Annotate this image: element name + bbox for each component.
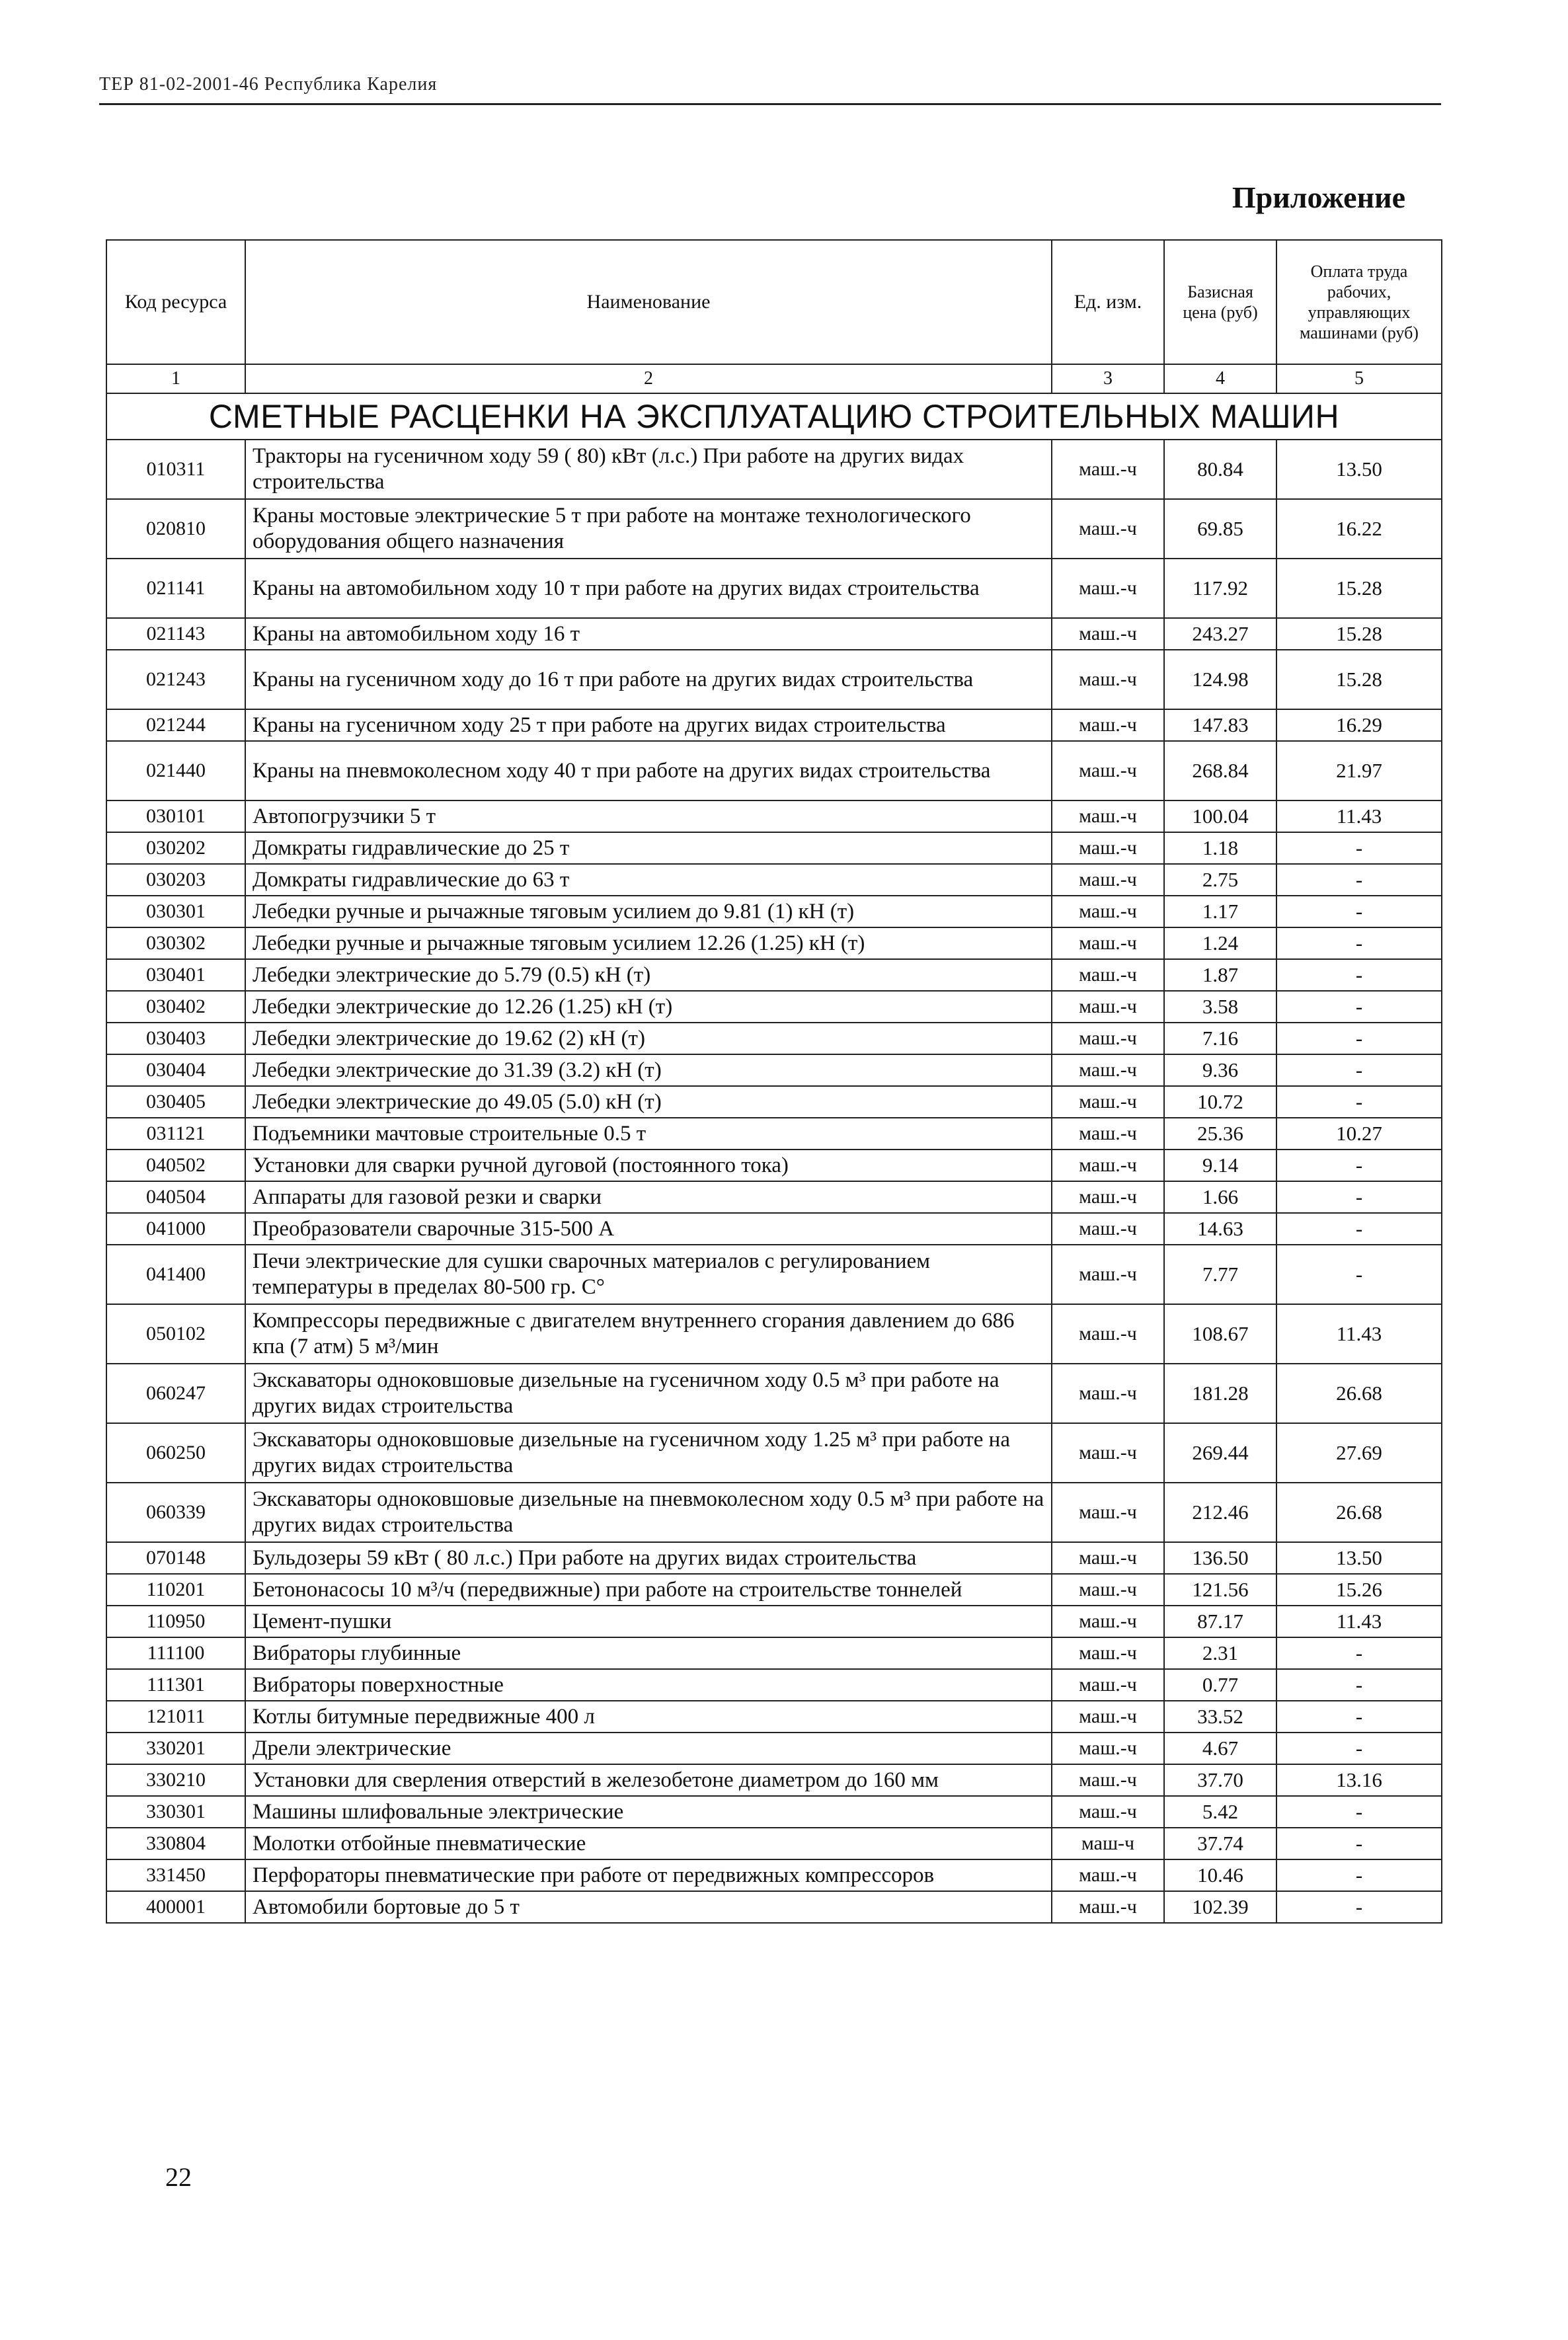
unit-cell: маш.-ч	[1052, 1859, 1164, 1891]
unit-cell: маш.-ч	[1052, 440, 1164, 499]
table-row	[106, 1828, 1442, 1859]
base-price-cell: 2.75	[1164, 864, 1276, 896]
operator-wage-cell: 15.28	[1276, 650, 1442, 709]
base-price-cell: 10.46	[1164, 1859, 1276, 1891]
base-price-cell: 108.67	[1164, 1304, 1276, 1364]
operator-wage-cell: -	[1276, 1701, 1442, 1733]
resource-code-cell: 110950	[106, 1606, 245, 1637]
operator-wage-cell: -	[1276, 991, 1442, 1023]
base-price-cell: 212.46	[1164, 1483, 1276, 1542]
resource-name-cell: Молотки отбойные пневматические	[245, 1828, 1052, 1859]
base-price-cell: 7.77	[1164, 1245, 1276, 1304]
operator-wage-cell: 15.28	[1276, 559, 1442, 618]
table-row	[106, 1304, 1442, 1364]
resource-name-cell: Домкраты гидравлические до 63 т	[245, 864, 1052, 896]
table-row	[106, 1086, 1442, 1118]
table-row	[106, 499, 1442, 559]
unit-cell: маш.-ч	[1052, 864, 1164, 896]
resource-name-cell: Вибраторы поверхностные	[245, 1669, 1052, 1701]
resource-code-cell: 041400	[106, 1245, 245, 1304]
unit-cell: маш.-ч	[1052, 1574, 1164, 1606]
column-header-code: Код ресурса	[106, 240, 245, 364]
resource-name-cell: Лебедки ручные и рычажные тяговым усилием до 9.81 (1) кН (т)	[245, 896, 1052, 927]
unit-cell: маш.-ч	[1052, 1213, 1164, 1245]
unit-cell: маш.-ч	[1052, 832, 1164, 864]
resource-code-cell: 050102	[106, 1304, 245, 1364]
operator-wage-cell: -	[1276, 1796, 1442, 1828]
resource-code-cell: 030302	[106, 927, 245, 959]
table-row	[106, 1213, 1442, 1245]
resource-name-cell: Краны на пневмоколесном ходу 40 т при работе на других видах строительства	[245, 741, 1052, 800]
table-row	[106, 896, 1442, 927]
base-price-cell: 2.31	[1164, 1637, 1276, 1669]
base-price-cell: 14.63	[1164, 1213, 1276, 1245]
base-price-cell: 102.39	[1164, 1891, 1276, 1923]
resource-code-cell: 020810	[106, 499, 245, 559]
resource-name-cell: Краны на автомобильном ходу 10 т при работе на других видах строительства	[245, 559, 1052, 618]
base-price-cell: 25.36	[1164, 1118, 1276, 1150]
unit-cell: маш.-ч	[1052, 1483, 1164, 1542]
resource-name-cell: Лебедки ручные и рычажные тяговым усилием 12.26 (1.25) кН (т)	[245, 927, 1052, 959]
unit-cell: маш.-ч	[1052, 1181, 1164, 1213]
operator-wage-cell: 10.27	[1276, 1118, 1442, 1150]
resource-code-cell: 021141	[106, 559, 245, 618]
resource-name-cell: Лебедки электрические до 31.39 (3.2) кН (т)	[245, 1054, 1052, 1086]
table-row	[106, 709, 1442, 741]
resource-name-cell: Домкраты гидравлические до 25 т	[245, 832, 1052, 864]
unit-cell: маш.-ч	[1052, 1150, 1164, 1181]
unit-cell: маш.-ч	[1052, 1245, 1164, 1304]
resource-code-cell: 030404	[106, 1054, 245, 1086]
resource-code-cell: 030405	[106, 1086, 245, 1118]
unit-cell: маш.-ч	[1052, 1701, 1164, 1733]
resource-name-cell: Лебедки электрические до 12.26 (1.25) кН (т)	[245, 991, 1052, 1023]
unit-cell: маш.-ч	[1052, 1637, 1164, 1669]
resource-code-cell: 040504	[106, 1181, 245, 1213]
header-rule	[99, 103, 1441, 105]
unit-cell: маш.-ч	[1052, 709, 1164, 741]
resource-code-cell: 030402	[106, 991, 245, 1023]
base-price-cell: 80.84	[1164, 440, 1276, 499]
resource-code-cell: 060250	[106, 1423, 245, 1483]
table-row	[106, 1859, 1442, 1891]
resource-name-cell: Автопогрузчики 5 т	[245, 800, 1052, 832]
resource-code-cell: 021243	[106, 650, 245, 709]
base-price-cell: 181.28	[1164, 1364, 1276, 1423]
operator-wage-cell: -	[1276, 1150, 1442, 1181]
operator-wage-cell: -	[1276, 1023, 1442, 1054]
operator-wage-cell: 11.43	[1276, 1304, 1442, 1364]
resource-code-cell: 040502	[106, 1150, 245, 1181]
table-row	[106, 559, 1442, 618]
resource-name-cell: Автомобили бортовые до 5 т	[245, 1891, 1052, 1923]
base-price-cell: 9.14	[1164, 1150, 1276, 1181]
resource-name-cell: Тракторы на гусеничном ходу 59 ( 80) кВт (л.с.) При работе на других видах строительства	[245, 440, 1052, 499]
page-number: 22	[165, 2162, 192, 2192]
resource-code-cell: 331450	[106, 1859, 245, 1891]
resource-name-cell: Преобразователи сварочные 315-500 А	[245, 1213, 1052, 1245]
resource-name-cell: Краны на автомобильном ходу 16 т	[245, 618, 1052, 650]
unit-cell: маш.-ч	[1052, 1423, 1164, 1483]
table-row	[106, 927, 1442, 959]
resource-name-cell: Краны мостовые электрические 5 т при работе на монтаже технологического оборудования общего назначения	[245, 499, 1052, 559]
section-title-row	[106, 393, 1442, 440]
base-price-cell: 7.16	[1164, 1023, 1276, 1054]
unit-cell: маш.-ч	[1052, 1669, 1164, 1701]
base-price-cell: 243.27	[1164, 618, 1276, 650]
unit-cell: маш.-ч	[1052, 1891, 1164, 1923]
table-row	[106, 741, 1442, 800]
operator-wage-cell: -	[1276, 1733, 1442, 1764]
resource-name-cell: Цемент-пушки	[245, 1606, 1052, 1637]
operator-wage-cell: 27.69	[1276, 1423, 1442, 1483]
operator-wage-cell: -	[1276, 959, 1442, 991]
table-row	[106, 650, 1442, 709]
operator-wage-cell: -	[1276, 896, 1442, 927]
unit-cell: маш.-ч	[1052, 1733, 1164, 1764]
base-price-cell: 33.52	[1164, 1701, 1276, 1733]
operator-wage-cell: -	[1276, 927, 1442, 959]
operator-wage-cell: -	[1276, 832, 1442, 864]
running-header: ТЕР 81-02-2001-46 Республика Карелия	[99, 74, 438, 95]
resource-name-cell: Лебедки электрические до 19.62 (2) кН (т)	[245, 1023, 1052, 1054]
operator-wage-cell: 13.50	[1276, 440, 1442, 499]
table-row	[106, 1054, 1442, 1086]
machine-rates-table	[106, 239, 1442, 1924]
table-row	[106, 1423, 1442, 1483]
column-number: 4	[1164, 364, 1276, 393]
unit-cell: маш.-ч	[1052, 499, 1164, 559]
operator-wage-cell: 21.97	[1276, 741, 1442, 800]
base-price-cell: 37.70	[1164, 1764, 1276, 1796]
operator-wage-cell: -	[1276, 864, 1442, 896]
resource-name-cell: Краны на гусеничном ходу до 16 т при работе на других видах строительства	[245, 650, 1052, 709]
operator-wage-cell: -	[1276, 1891, 1442, 1923]
base-price-cell: 4.67	[1164, 1733, 1276, 1764]
column-number: 3	[1052, 364, 1164, 393]
unit-cell: маш.-ч	[1052, 959, 1164, 991]
unit-cell: маш.-ч	[1052, 896, 1164, 927]
resource-name-cell: Лебедки электрические до 49.05 (5.0) кН (т)	[245, 1086, 1052, 1118]
operator-wage-cell: -	[1276, 1086, 1442, 1118]
resource-name-cell: Перфораторы пневматические при работе от передвижных компрессоров	[245, 1859, 1052, 1891]
resource-code-cell: 030301	[106, 896, 245, 927]
resource-name-cell: Лебедки электрические до 5.79 (0.5) кН (т)	[245, 959, 1052, 991]
base-price-cell: 1.66	[1164, 1181, 1276, 1213]
base-price-cell: 1.24	[1164, 927, 1276, 959]
base-price-cell: 1.18	[1164, 832, 1276, 864]
table-row	[106, 1483, 1442, 1542]
table-row	[106, 1796, 1442, 1828]
column-header-price: Базисная цена (руб)	[1164, 240, 1276, 364]
operator-wage-cell: -	[1276, 1054, 1442, 1086]
resource-name-cell: Установки для сварки ручной дуговой (постоянного тока)	[245, 1150, 1052, 1181]
unit-cell: маш.-ч	[1052, 927, 1164, 959]
base-price-cell: 1.17	[1164, 896, 1276, 927]
table-row	[106, 1364, 1442, 1423]
unit-cell: маш.-ч	[1052, 1023, 1164, 1054]
unit-cell: маш.-ч	[1052, 1606, 1164, 1637]
base-price-cell: 100.04	[1164, 800, 1276, 832]
unit-cell: маш-ч	[1052, 1828, 1164, 1859]
table-row	[106, 1150, 1442, 1181]
base-price-cell: 69.85	[1164, 499, 1276, 559]
resource-code-cell: 021440	[106, 741, 245, 800]
resource-name-cell: Бульдозеры 59 кВт ( 80 л.с.) При работе на других видах строительства	[245, 1542, 1052, 1574]
table-row	[106, 440, 1442, 499]
column-header-name: Наименование	[245, 240, 1052, 364]
unit-cell: маш.-ч	[1052, 800, 1164, 832]
unit-cell: маш.-ч	[1052, 1796, 1164, 1828]
resource-code-cell: 330201	[106, 1733, 245, 1764]
unit-cell: маш.-ч	[1052, 1364, 1164, 1423]
unit-cell: маш.-ч	[1052, 618, 1164, 650]
resource-name-cell: Краны на гусеничном ходу 25 т при работе на других видах строительства	[245, 709, 1052, 741]
unit-cell: маш.-ч	[1052, 1764, 1164, 1796]
resource-code-cell: 030203	[106, 864, 245, 896]
operator-wage-cell: 13.50	[1276, 1542, 1442, 1574]
resource-code-cell: 110201	[106, 1574, 245, 1606]
operator-wage-cell: 16.29	[1276, 709, 1442, 741]
operator-wage-cell: 15.28	[1276, 618, 1442, 650]
section-title: СМЕТНЫЕ РАСЦЕНКИ НА ЭКСПЛУАТАЦИЮ СТРОИТЕЛЬНЫХ МАШИН	[106, 393, 1442, 440]
table-row	[106, 1606, 1442, 1637]
operator-wage-cell: -	[1276, 1637, 1442, 1669]
operator-wage-cell: 26.68	[1276, 1483, 1442, 1542]
base-price-cell: 3.58	[1164, 991, 1276, 1023]
column-header-row	[106, 240, 1442, 364]
resource-name-cell: Бетононасосы 10 м³/ч (передвижные) при работе на строительстве тоннелей	[245, 1574, 1052, 1606]
operator-wage-cell: 11.43	[1276, 800, 1442, 832]
operator-wage-cell: 13.16	[1276, 1764, 1442, 1796]
resource-name-cell: Экскаваторы одноковшовые дизельные на гусеничном ходу 0.5 м³ при работе на других видах строительства	[245, 1364, 1052, 1423]
base-price-cell: 124.98	[1164, 650, 1276, 709]
operator-wage-cell: -	[1276, 1213, 1442, 1245]
resource-code-cell: 111301	[106, 1669, 245, 1701]
table-row	[106, 1891, 1442, 1923]
table-row	[106, 1118, 1442, 1150]
resource-code-cell: 330210	[106, 1764, 245, 1796]
operator-wage-cell: -	[1276, 1828, 1442, 1859]
resource-code-cell: 030401	[106, 959, 245, 991]
table-body	[106, 393, 1442, 1923]
resource-name-cell: Печи электрические для сушки сварочных материалов с регулированием температуры в пределах 80-500 гр. С°	[245, 1245, 1052, 1304]
resource-code-cell: 330301	[106, 1796, 245, 1828]
unit-cell: маш.-ч	[1052, 1054, 1164, 1086]
base-price-cell: 136.50	[1164, 1542, 1276, 1574]
operator-wage-cell: -	[1276, 1181, 1442, 1213]
resource-name-cell: Аппараты для газовой резки и сварки	[245, 1181, 1052, 1213]
unit-cell: маш.-ч	[1052, 991, 1164, 1023]
unit-cell: маш.-ч	[1052, 1304, 1164, 1364]
unit-cell: маш.-ч	[1052, 741, 1164, 800]
unit-cell: маш.-ч	[1052, 1118, 1164, 1150]
table-row	[106, 1669, 1442, 1701]
base-price-cell: 147.83	[1164, 709, 1276, 741]
base-price-cell: 5.42	[1164, 1796, 1276, 1828]
operator-wage-cell: -	[1276, 1669, 1442, 1701]
resource-code-cell: 030202	[106, 832, 245, 864]
base-price-cell: 117.92	[1164, 559, 1276, 618]
table-row	[106, 1637, 1442, 1669]
resource-code-cell: 330804	[106, 1828, 245, 1859]
resource-name-cell: Экскаваторы одноковшовые дизельные на гусеничном ходу 1.25 м³ при работе на других видах строительства	[245, 1423, 1052, 1483]
base-price-cell: 87.17	[1164, 1606, 1276, 1637]
table-row	[106, 1542, 1442, 1574]
table-row	[106, 864, 1442, 896]
column-number: 5	[1276, 364, 1442, 393]
resource-name-cell: Компрессоры передвижные с двигателем внутреннего сгорания давлением до 686 кпа (7 атм) 5 м³/мин	[245, 1304, 1052, 1364]
resource-name-cell: Вибраторы глубинные	[245, 1637, 1052, 1669]
resource-code-cell: 060247	[106, 1364, 245, 1423]
table-row	[106, 1701, 1442, 1733]
base-price-cell: 121.56	[1164, 1574, 1276, 1606]
table-row	[106, 991, 1442, 1023]
resource-name-cell: Подъемники мачтовые строительные 0.5 т	[245, 1118, 1052, 1150]
resource-code-cell: 010311	[106, 440, 245, 499]
table-row	[106, 800, 1442, 832]
unit-cell: маш.-ч	[1052, 1542, 1164, 1574]
operator-wage-cell: 26.68	[1276, 1364, 1442, 1423]
table-row	[106, 618, 1442, 650]
base-price-cell: 269.44	[1164, 1423, 1276, 1483]
resource-code-cell: 021143	[106, 618, 245, 650]
table-row	[106, 959, 1442, 991]
table-row	[106, 1245, 1442, 1304]
operator-wage-cell: -	[1276, 1245, 1442, 1304]
base-price-cell: 10.72	[1164, 1086, 1276, 1118]
base-price-cell: 37.74	[1164, 1828, 1276, 1859]
resource-code-cell: 121011	[106, 1701, 245, 1733]
resource-name-cell: Машины шлифовальные электрические	[245, 1796, 1052, 1828]
base-price-cell: 268.84	[1164, 741, 1276, 800]
unit-cell: маш.-ч	[1052, 1086, 1164, 1118]
resource-name-cell: Дрели электрические	[245, 1733, 1052, 1764]
table-row	[106, 1733, 1442, 1764]
resource-code-cell: 070148	[106, 1542, 245, 1574]
table-row	[106, 1023, 1442, 1054]
resource-code-cell: 030101	[106, 800, 245, 832]
resource-code-cell: 060339	[106, 1483, 245, 1542]
unit-cell: маш.-ч	[1052, 559, 1164, 618]
resource-code-cell: 031121	[106, 1118, 245, 1150]
table-row	[106, 1574, 1442, 1606]
column-number: 2	[245, 364, 1052, 393]
base-price-cell: 0.77	[1164, 1669, 1276, 1701]
operator-wage-cell: 16.22	[1276, 499, 1442, 559]
resource-code-cell: 030403	[106, 1023, 245, 1054]
resource-name-cell: Котлы битумные передвижные 400 л	[245, 1701, 1052, 1733]
operator-wage-cell: -	[1276, 1859, 1442, 1891]
column-header-wage: Оплата труда рабочих, управляющих машинами (руб)	[1276, 240, 1442, 364]
column-header-unit: Ед. изм.	[1052, 240, 1164, 364]
table-row	[106, 1181, 1442, 1213]
resource-name-cell: Установки для сверления отверстий в железобетоне диаметром до 160 мм	[245, 1764, 1052, 1796]
operator-wage-cell: 15.26	[1276, 1574, 1442, 1606]
column-number-row	[106, 364, 1442, 393]
resource-code-cell: 111100	[106, 1637, 245, 1669]
base-price-cell: 1.87	[1164, 959, 1276, 991]
appendix-label: Приложение	[1232, 180, 1405, 214]
resource-code-cell: 021244	[106, 709, 245, 741]
table-row	[106, 1764, 1442, 1796]
unit-cell: маш.-ч	[1052, 650, 1164, 709]
operator-wage-cell: 11.43	[1276, 1606, 1442, 1637]
table-row	[106, 832, 1442, 864]
resource-code-cell: 041000	[106, 1213, 245, 1245]
resource-code-cell: 400001	[106, 1891, 245, 1923]
base-price-cell: 9.36	[1164, 1054, 1276, 1086]
resource-name-cell: Экскаваторы одноковшовые дизельные на пневмоколесном ходу 0.5 м³ при работе на других видах строительства	[245, 1483, 1052, 1542]
column-number: 1	[106, 364, 245, 393]
